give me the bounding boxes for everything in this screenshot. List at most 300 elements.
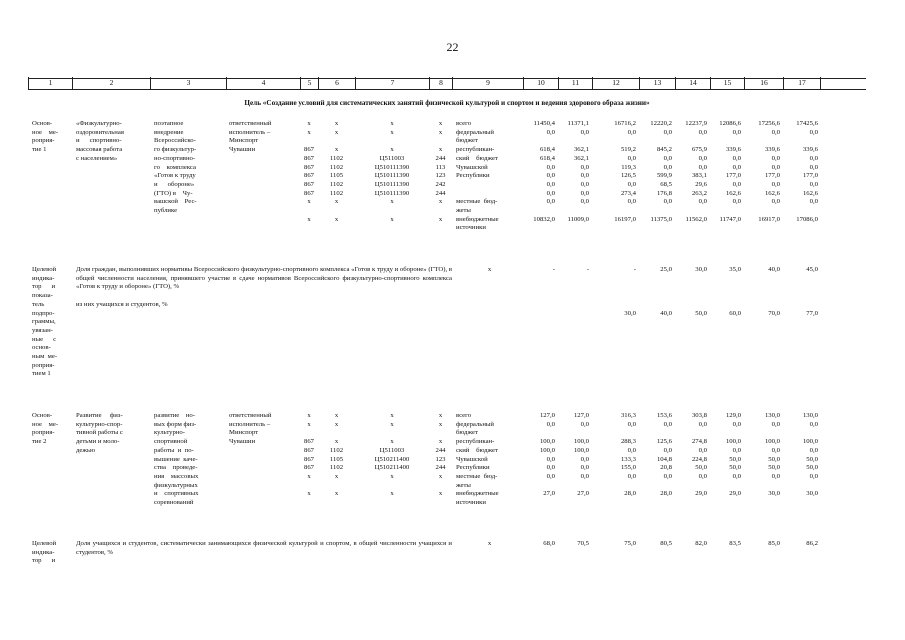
event-2-measure: физкультурных <box>154 481 198 489</box>
event-2-value: 50,0 <box>768 464 780 472</box>
event-2-value: 0,0 <box>771 472 780 480</box>
event-1-executor: ответственный <box>229 120 272 127</box>
event-1-expense-type: x <box>438 198 443 206</box>
event-2-funding-source: республикан- <box>456 438 495 446</box>
event-1-measure: поэтапное <box>154 120 184 127</box>
column-header-12: 12 <box>592 77 639 89</box>
event-1-value: 0,0 <box>663 198 672 206</box>
indicator-2-value: 86,2 <box>806 540 818 547</box>
event-2-value: 50,0 <box>729 464 741 472</box>
event-1-value: 383,1 <box>691 172 707 180</box>
event-1-value: 339,6 <box>764 146 780 154</box>
event-1-value: 339,6 <box>802 146 818 154</box>
column-header-4: 4 <box>226 77 300 89</box>
event-2-expense-type: 244 <box>435 464 446 472</box>
event-2-value: 288,3 <box>620 438 636 446</box>
event-1-expense-type: x <box>438 215 443 223</box>
event-2-value: 0,0 <box>580 420 589 428</box>
event-2-section: x <box>334 490 339 498</box>
column-header-2: 2 <box>72 77 150 89</box>
event-2-value: 0,0 <box>546 455 555 463</box>
event-2-funding-source: федеральный <box>456 420 494 428</box>
event-1-value: 0,0 <box>732 198 741 206</box>
indicator-1-value-students: 50,0 <box>695 309 707 317</box>
event-2-measure: вышение каче- <box>154 455 198 463</box>
event-1-value: 0,0 <box>771 163 780 171</box>
event-2-value: 27,0 <box>577 490 589 498</box>
event-2-executor: исполнитель – <box>229 420 271 428</box>
indicator-1-x: x <box>487 266 492 273</box>
indicator-1-label: тием 1 <box>32 370 51 378</box>
event-1-name: оздоровительная <box>76 128 124 136</box>
indicator-2-label: тор и <box>32 557 56 565</box>
event-1-expense-type: x <box>438 120 443 127</box>
event-1-expense-type: 242 <box>435 180 446 188</box>
event-2-measure: соревнований <box>154 499 194 506</box>
event-2-funding-source: источники <box>456 499 486 506</box>
event-1-measure: вашской Рес- <box>154 198 197 206</box>
event-2-value: 100,0 <box>764 438 780 446</box>
event-2-value: 0,0 <box>732 472 741 480</box>
event-2-expense-type: 244 <box>435 446 446 454</box>
event-2-value: 50,0 <box>806 455 818 463</box>
event-2-value: 50,0 <box>729 455 741 463</box>
event-2-value: 224,8 <box>691 455 707 463</box>
event-2-value: 100,0 <box>725 438 741 446</box>
event-2-expense-type: 123 <box>435 455 446 463</box>
column-header-8: 8 <box>429 77 452 89</box>
event-1-value: 0,0 <box>580 172 589 180</box>
event-1-target-article: x <box>390 215 394 223</box>
event-1-value: 519,2 <box>620 146 636 154</box>
event-1-value: 0,0 <box>580 180 589 188</box>
event-2-value: 30,0 <box>768 490 780 498</box>
event-1-expense-type: x <box>438 128 443 136</box>
event-2-target-article: x <box>390 438 394 446</box>
event-1-name: с населением» <box>76 154 118 162</box>
event-1-measure: «Готов к труду <box>154 172 196 180</box>
event-1-value: 11562,0 <box>685 215 707 223</box>
event-2-value: 125,6 <box>656 438 672 446</box>
page-number: 22 <box>446 40 459 54</box>
event-2-measure: ния массовых <box>154 472 199 480</box>
event-2-measure: развитие но- <box>154 412 195 419</box>
event-1-value: 176,8 <box>656 189 672 197</box>
event-2-grbs: x <box>307 472 311 480</box>
event-2-value: 133,3 <box>620 455 636 463</box>
event-1-target-article: x <box>390 128 394 136</box>
indicator-1-label: тор и <box>32 283 56 291</box>
event-2-value: 0,0 <box>771 446 780 454</box>
event-1-funding-source: жеты <box>456 207 471 214</box>
event-2-value: 29,0 <box>729 490 741 498</box>
event-1-measure: и обороне» <box>154 180 195 188</box>
indicator-1-label: подпро- <box>32 309 55 317</box>
indicator-2-value: 68,0 <box>543 540 555 547</box>
event-2-section: 1102 <box>329 446 344 454</box>
event-2-value: 28,0 <box>660 490 672 498</box>
event-1-value: 845,2 <box>656 146 672 154</box>
event-2-value: 0,0 <box>580 464 589 472</box>
event-1-expense-type: 113 <box>435 163 446 171</box>
event-2-target-article: x <box>390 490 394 498</box>
event-1-value: 362,1 <box>573 154 589 162</box>
event-2-funding-source: ский бюджет <box>456 446 498 454</box>
event-1-section: x <box>334 128 339 136</box>
event-1-value: 177,0 <box>725 172 741 180</box>
indicator-1-subtext: из них учащихся и студентов, % <box>76 300 168 308</box>
event-2-name: дежью <box>76 446 96 454</box>
indicator-1-value: 45,0 <box>806 266 818 273</box>
column-header-10: 10 <box>523 77 558 89</box>
table-header-bottom-rule <box>28 89 866 90</box>
event-1-value: 0,0 <box>698 163 707 171</box>
event-2-target-article: Ц510211400 <box>374 464 410 472</box>
event-1-value: 0,0 <box>732 180 741 188</box>
event-2-value: 0,0 <box>698 420 707 428</box>
indicator-2-label: индика- <box>32 548 55 556</box>
event-2-value: 0,0 <box>663 420 672 428</box>
event-1-target-article: x <box>390 146 394 154</box>
event-1-value: 0,0 <box>546 172 555 180</box>
event-2-grbs: x <box>307 490 311 498</box>
indicator-2-value: 82,0 <box>695 540 707 547</box>
column-header-17: 17 <box>783 77 821 89</box>
indicator-2-value: 85,0 <box>768 540 780 547</box>
event-1-executor: Минспорт <box>229 137 259 145</box>
event-2-value: 0,0 <box>546 464 555 472</box>
event-1-value: 0,0 <box>580 189 589 197</box>
event-1-section: 1102 <box>329 180 344 188</box>
event-1-value: 0,0 <box>809 154 818 162</box>
event-2-value: 0,0 <box>809 420 818 428</box>
event-1-grbs: x <box>307 215 311 223</box>
event-1-value: 0,0 <box>809 180 818 188</box>
event-1-value: 16716,2 <box>614 120 636 127</box>
indicator-2-value: 80,5 <box>660 540 672 547</box>
event-1-target-article: x <box>390 198 394 206</box>
event-2-value: 0,0 <box>809 472 818 480</box>
event-2-expense-type: x <box>438 438 443 446</box>
event-2-target-article: Ц510211400 <box>374 455 410 463</box>
event-1-name: массовая работа <box>76 146 123 154</box>
event-2-measure: ства проведе- <box>154 464 198 472</box>
event-2-value: 0,0 <box>732 446 741 454</box>
indicator-1-label: Целевой <box>32 266 57 273</box>
indicator-1-value-students: 77,0 <box>806 309 818 317</box>
event-2-measure: вых форм физ- <box>154 420 197 428</box>
event-2-value: 100,0 <box>573 438 589 446</box>
event-2-value: 130,0 <box>764 412 780 419</box>
event-1-value: 0,0 <box>698 128 707 136</box>
event-1-value: 0,0 <box>546 163 555 171</box>
event-1-target-article: Ц510111390 <box>374 189 410 197</box>
event-1-section: 1102 <box>329 154 344 162</box>
event-2-value: 0,0 <box>663 446 672 454</box>
indicator-1-label: основ- <box>32 344 51 352</box>
event-1-value: 0,0 <box>771 180 780 188</box>
event-1-label: тие 1 <box>32 146 47 154</box>
event-2-executor: Минспорт <box>229 429 259 437</box>
event-2-expense-type: x <box>438 490 443 498</box>
event-2-name: Развитие физ- <box>76 412 123 419</box>
event-2-value: 100,0 <box>539 438 555 446</box>
event-2-target-article: Ц511003 <box>379 446 405 454</box>
column-header-3: 3 <box>150 77 226 89</box>
event-1-value: 29,6 <box>695 180 707 188</box>
event-2-value: 0,0 <box>732 420 741 428</box>
event-1-value: 17425,6 <box>796 120 818 127</box>
event-1-value: 618,4 <box>539 154 555 162</box>
event-1-value: 0,0 <box>580 128 589 136</box>
event-2-measure: спортивной <box>154 438 188 446</box>
event-2-grbs: x <box>307 412 311 419</box>
event-2-grbs: 867 <box>303 455 315 463</box>
event-1-expense-type: 244 <box>435 189 446 197</box>
event-2-section: 1105 <box>329 455 344 463</box>
indicator-1-value-students: 70,0 <box>768 309 780 317</box>
event-2-value: 0,0 <box>580 455 589 463</box>
event-1-value: 0,0 <box>627 198 636 206</box>
event-1-value: 0,0 <box>663 128 672 136</box>
event-2-value: 153,6 <box>656 412 672 419</box>
event-1-value: 0,0 <box>771 128 780 136</box>
event-1-grbs: 867 <box>303 163 315 171</box>
event-1-measure: го комплекса <box>154 163 196 171</box>
event-1-target-article: Ц511003 <box>379 154 405 162</box>
event-1-value: 0,0 <box>627 128 636 136</box>
event-2-value: 0,0 <box>627 472 636 480</box>
event-2-section: 1102 <box>329 464 344 472</box>
event-2-name: культурно-спор- <box>76 420 123 428</box>
event-1-section: x <box>334 120 339 127</box>
event-1-value: 162,6 <box>725 189 741 197</box>
event-1-value: 0,0 <box>809 198 818 206</box>
event-2-expense-type: x <box>438 412 443 419</box>
event-1-value: 0,0 <box>663 163 672 171</box>
event-1-expense-type: 244 <box>435 154 446 162</box>
event-1-value: 17256,6 <box>758 120 780 127</box>
event-2-value: 50,0 <box>768 455 780 463</box>
event-1-value: 12220,2 <box>650 120 672 127</box>
event-1-funding-source: федеральный <box>456 128 494 136</box>
event-1-value: 10832,0 <box>533 215 555 223</box>
event-1-value: 0,0 <box>732 154 741 162</box>
event-2-funding-source: всего <box>456 412 472 419</box>
event-1-funding-source: ский бюджет <box>456 154 498 162</box>
event-1-value: 0,0 <box>580 163 589 171</box>
indicator-1-value: - <box>586 266 589 273</box>
indicator-1-value: 30,0 <box>695 266 707 273</box>
event-1-grbs: x <box>307 120 311 127</box>
event-2-grbs: x <box>307 420 311 428</box>
event-2-value: 50,0 <box>695 464 707 472</box>
event-2-value: 0,0 <box>771 420 780 428</box>
event-2-value: 100,0 <box>573 446 589 454</box>
event-2-value: 0,0 <box>627 420 636 428</box>
event-2-value: 28,0 <box>624 490 636 498</box>
indicator-1-value-students: 40,0 <box>660 309 672 317</box>
event-2-label: ное ме- <box>32 420 59 428</box>
event-1-funding-source: Чувашской <box>456 163 488 171</box>
indicator-2-x: x <box>487 540 492 547</box>
event-1-grbs: x <box>307 128 311 136</box>
event-1-value: 273,4 <box>620 189 636 197</box>
indicator-1-value-students: 30,0 <box>624 309 636 317</box>
event-2-grbs: 867 <box>303 464 315 472</box>
event-2-executor: Чувашии <box>229 438 256 446</box>
event-2-target-article: x <box>390 412 394 419</box>
event-2-value: 127,0 <box>539 412 555 419</box>
event-1-section: x <box>334 198 339 206</box>
event-1-funding-source: республикан- <box>456 146 495 154</box>
event-2-value: 0,0 <box>698 472 707 480</box>
event-1-value: 0,0 <box>732 163 741 171</box>
event-2-value: 100,0 <box>802 438 818 446</box>
event-1-value: 0,0 <box>663 154 672 162</box>
event-2-measure: работы и по- <box>154 446 194 454</box>
event-1-value: 177,0 <box>764 172 780 180</box>
event-1-funding-source: источники <box>456 224 486 232</box>
event-1-grbs: 867 <box>303 172 315 180</box>
event-1-value: 0,0 <box>546 180 555 188</box>
event-2-value: 0,0 <box>546 420 555 428</box>
event-1-grbs: 867 <box>303 180 315 188</box>
event-1-label: Основ- <box>32 120 53 127</box>
event-1-value: 16197,0 <box>614 215 636 223</box>
event-1-value: 126,5 <box>620 172 636 180</box>
event-1-grbs: 867 <box>303 146 315 154</box>
event-2-value: 303,8 <box>691 412 707 419</box>
column-header-7: 7 <box>355 77 429 89</box>
event-1-funding-source: внебюджетные <box>456 215 499 223</box>
column-header-6: 6 <box>318 77 355 89</box>
event-1-measure: (ГТО) в Чу- <box>154 189 193 197</box>
event-2-value: 274,8 <box>691 438 707 446</box>
event-2-funding-source: Чувашской <box>456 455 488 463</box>
event-1-expense-type: x <box>438 146 443 154</box>
event-2-value: 100,0 <box>539 446 555 454</box>
event-1-section: 1102 <box>329 163 344 171</box>
event-2-value: 27,0 <box>543 490 555 498</box>
event-2-value: 0,0 <box>809 446 818 454</box>
column-header-14: 14 <box>675 77 710 89</box>
event-1-grbs: 867 <box>303 154 315 162</box>
column-header-1: 1 <box>28 77 72 89</box>
column-header-16: 16 <box>744 77 783 89</box>
event-1-target-article: Ц510111390 <box>374 163 410 171</box>
event-2-name: тивной работы с <box>76 429 123 437</box>
event-1-value: 0,0 <box>809 128 818 136</box>
event-2-expense-type: x <box>438 420 443 428</box>
indicator-1-label: увязан- <box>32 326 53 334</box>
event-1-target-article: Ц510111390 <box>374 172 410 180</box>
event-1-name: «Физкультурно- <box>76 120 122 127</box>
event-1-target-article: x <box>390 120 394 127</box>
event-2-value: 316,3 <box>620 412 636 419</box>
indicator-1-value-students: 60,0 <box>729 309 741 317</box>
event-2-section: x <box>334 472 339 480</box>
event-1-value: 263,2 <box>691 189 707 197</box>
event-2-name: детьми и моло- <box>76 438 120 446</box>
event-1-value: 0,0 <box>627 180 636 188</box>
event-1-label: ное ме- <box>32 128 59 136</box>
event-2-measure: и спортивных <box>154 490 199 498</box>
event-1-value: 11747,0 <box>719 215 741 223</box>
event-2-value: 0,0 <box>580 472 589 480</box>
event-2-value: 0,0 <box>698 446 707 454</box>
indicator-1-label: ные с <box>32 335 57 343</box>
event-2-value: 0,0 <box>663 472 672 480</box>
indicator-1-label: индика- <box>32 274 55 282</box>
event-1-value: 618,4 <box>539 146 555 154</box>
event-1-value: 162,6 <box>764 189 780 197</box>
event-1-value: 0,0 <box>698 154 707 162</box>
indicator-2-value: 83,5 <box>729 540 741 547</box>
event-1-value: 0,0 <box>771 198 780 206</box>
event-1-section: x <box>334 215 339 223</box>
event-1-value: 12086,6 <box>719 120 741 127</box>
event-1-grbs: 867 <box>303 189 315 197</box>
column-header-15: 15 <box>710 77 744 89</box>
event-1-value: 0,0 <box>546 128 555 136</box>
event-2-value: 130,0 <box>802 412 818 419</box>
event-2-funding-source: внебюджетные <box>456 490 499 498</box>
event-1-value: 599,9 <box>656 172 672 180</box>
event-1-value: 162,6 <box>802 189 818 197</box>
event-1-value: 11375,0 <box>650 215 672 223</box>
indicator-2-value: 75,0 <box>624 540 636 547</box>
event-2-value: 29,0 <box>695 490 707 498</box>
indicator-1-text: Доля граждан, выполнивших нормативы Всероссийского физкультурно-спортивного комплекса «Готов к труду и обороне» (ГТО), в общей численности населения, принявшего участие в сдаче нормативов Всероссийского физкультурно-спортивного комплекса «Готов к труду и обороне» (ГТО), % <box>76 266 452 291</box>
indicator-2-value: 70,5 <box>577 540 589 547</box>
event-2-funding-source: Республики <box>456 464 490 472</box>
event-1-section: x <box>334 146 339 154</box>
column-header-11: 11 <box>558 77 592 89</box>
event-1-funding-source: местные бюд- <box>456 198 498 206</box>
event-2-value: 104,8 <box>656 455 672 463</box>
event-1-funding-source: всего <box>456 120 472 127</box>
event-2-value: 30,0 <box>806 490 818 498</box>
event-2-value: 20,8 <box>660 464 672 472</box>
event-1-grbs: x <box>307 198 311 206</box>
event-2-label: Основ- <box>32 412 53 419</box>
event-1-value: 17086,0 <box>796 215 818 223</box>
event-1-value: 0,0 <box>580 198 589 206</box>
event-1-section: 1105 <box>329 172 344 180</box>
indicator-1-value: - <box>552 266 555 273</box>
event-1-measure: Всероссийско- <box>154 137 196 145</box>
event-1-name: и спортивно- <box>76 137 122 145</box>
event-1-measure: внедрение <box>154 128 184 136</box>
indicator-1-label: ным ме- <box>32 353 58 360</box>
indicator-1-label: показа- <box>32 292 53 300</box>
event-1-expense-type: 123 <box>435 172 446 180</box>
event-1-value: 0,0 <box>546 189 555 197</box>
indicator-2-label: Целевой <box>32 540 57 547</box>
event-1-value: 675,9 <box>691 146 707 154</box>
indicator-1-value: 35,0 <box>729 266 741 273</box>
event-1-value: 362,1 <box>573 146 589 154</box>
event-1-value: 11009,0 <box>567 215 589 223</box>
event-1-value: 177,0 <box>802 172 818 180</box>
event-1-measure: публике <box>154 207 178 214</box>
event-2-value: 50,0 <box>806 464 818 472</box>
indicator-1-value: 40,0 <box>768 266 780 273</box>
event-2-target-article: x <box>390 472 394 480</box>
event-2-grbs: 867 <box>303 446 315 454</box>
event-1-value: 68,5 <box>660 180 672 188</box>
